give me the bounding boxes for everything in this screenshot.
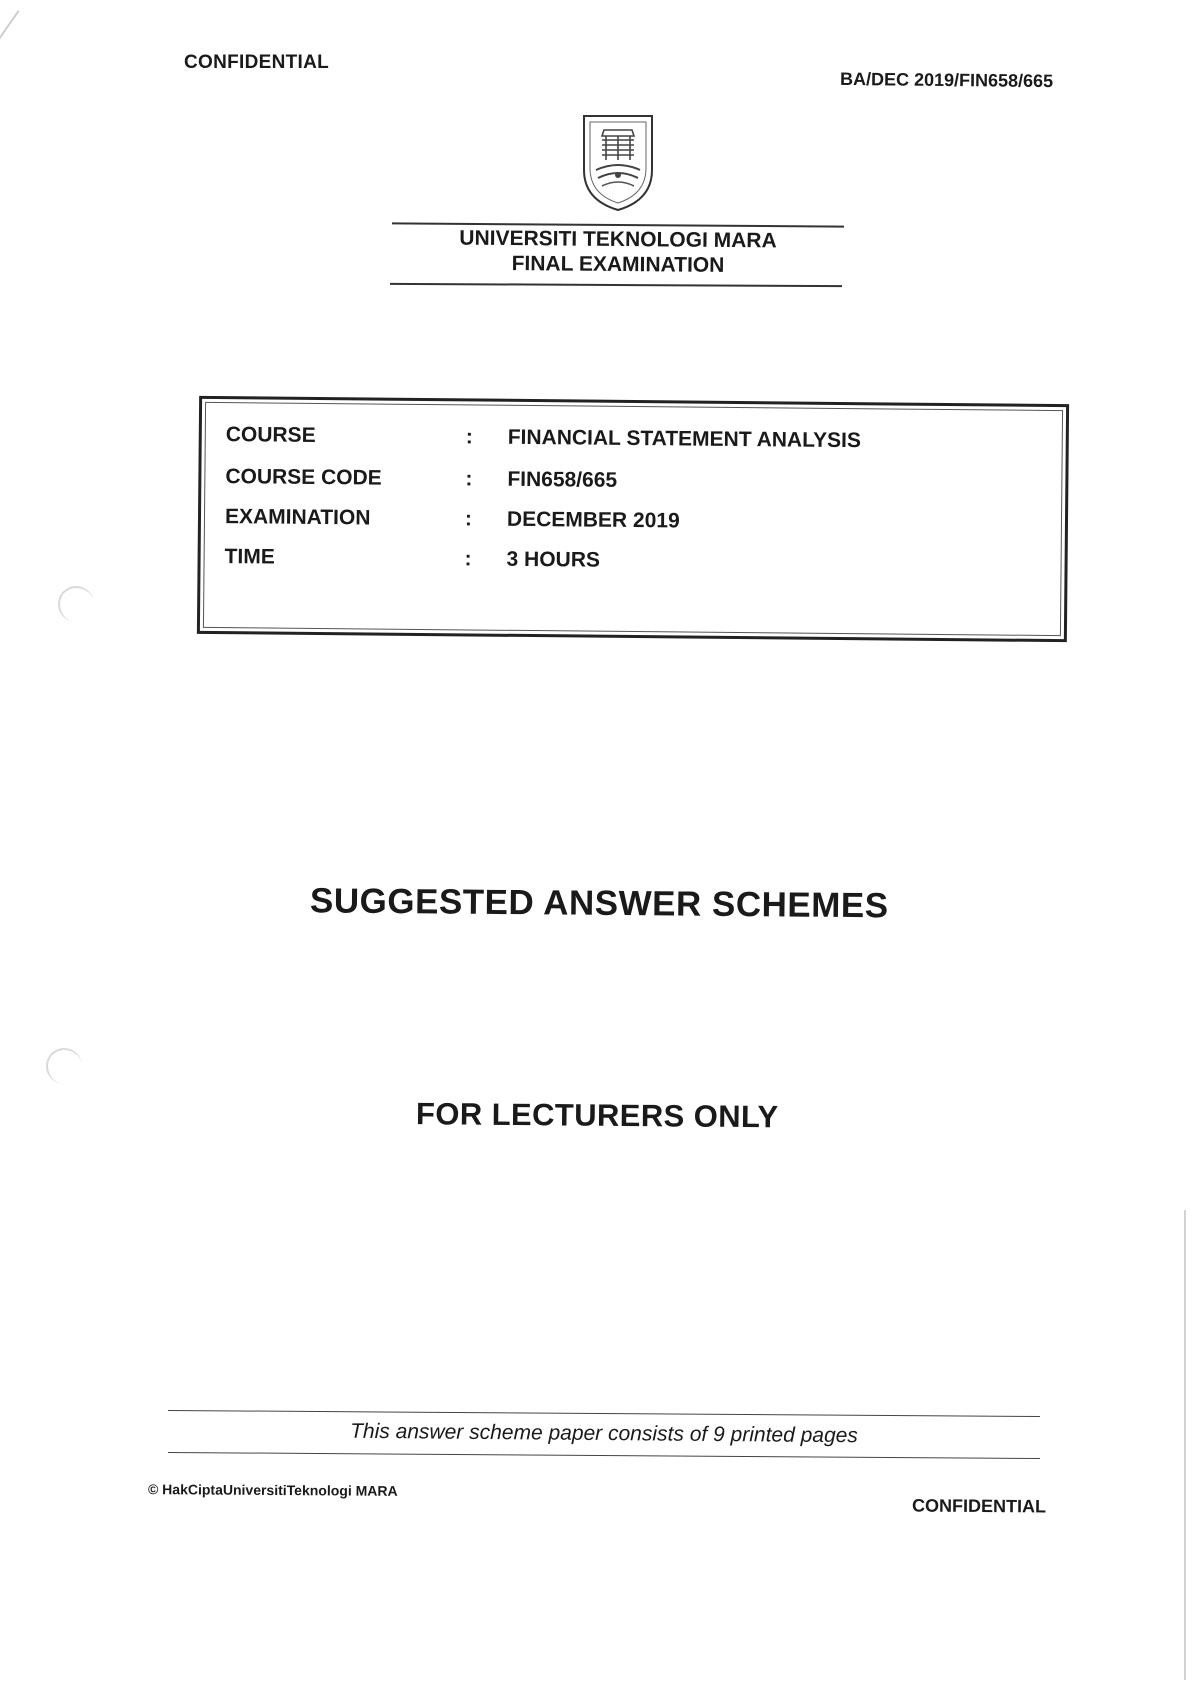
course-label: COURSE <box>225 423 316 447</box>
examination-value: DECEMBER 2019 <box>506 507 680 533</box>
university-name: UNIVERSITI TEKNOLOGI MARA <box>459 226 777 253</box>
scan-edge-line <box>1184 1210 1186 1680</box>
page-count-note: This answer scheme paper consists of 9 printed pages <box>350 1419 858 1448</box>
course-row <box>226 423 1046 461</box>
exam-reference-code: BA/DEC 2019/FIN658/665 <box>839 68 1054 92</box>
confidential-label-bottom: CONFIDENTIAL <box>911 1495 1047 1517</box>
punch-hole-mark <box>46 1048 82 1084</box>
time-row <box>224 545 1044 583</box>
audience-notice: FOR LECTURERS ONLY <box>415 1096 779 1135</box>
university-crest-icon <box>580 112 656 212</box>
separator: : <box>464 547 472 571</box>
time-value: 3 HOURS <box>506 547 601 572</box>
course-code-label: COURSE CODE <box>225 465 382 490</box>
time-label: TIME <box>224 545 275 569</box>
footer-rule <box>168 1452 1040 1459</box>
course-value: FINANCIAL STATEMENT ANALYSIS <box>507 425 861 453</box>
header-rule <box>390 283 842 287</box>
examination-label: EXAMINATION <box>224 505 371 530</box>
exam-type: FINAL EXAMINATION <box>511 252 725 277</box>
copyright-notice: © HakCiptaUniversitiTeknologi MARA <box>147 1481 398 1499</box>
footer-rule <box>168 1410 1040 1417</box>
course-code-value: FIN658/665 <box>507 467 618 492</box>
course-code-row <box>225 465 1045 503</box>
separator: : <box>465 467 473 491</box>
document-title: SUGGESTED ANSWER SCHEMES <box>309 881 889 926</box>
punch-hole-mark <box>58 586 94 622</box>
confidential-label-top: CONFIDENTIAL <box>184 52 330 73</box>
scan-mark <box>0 10 20 75</box>
course-details-box <box>197 396 1069 642</box>
separator: : <box>464 507 473 531</box>
separator: : <box>465 425 473 449</box>
examination-row <box>225 505 1045 543</box>
